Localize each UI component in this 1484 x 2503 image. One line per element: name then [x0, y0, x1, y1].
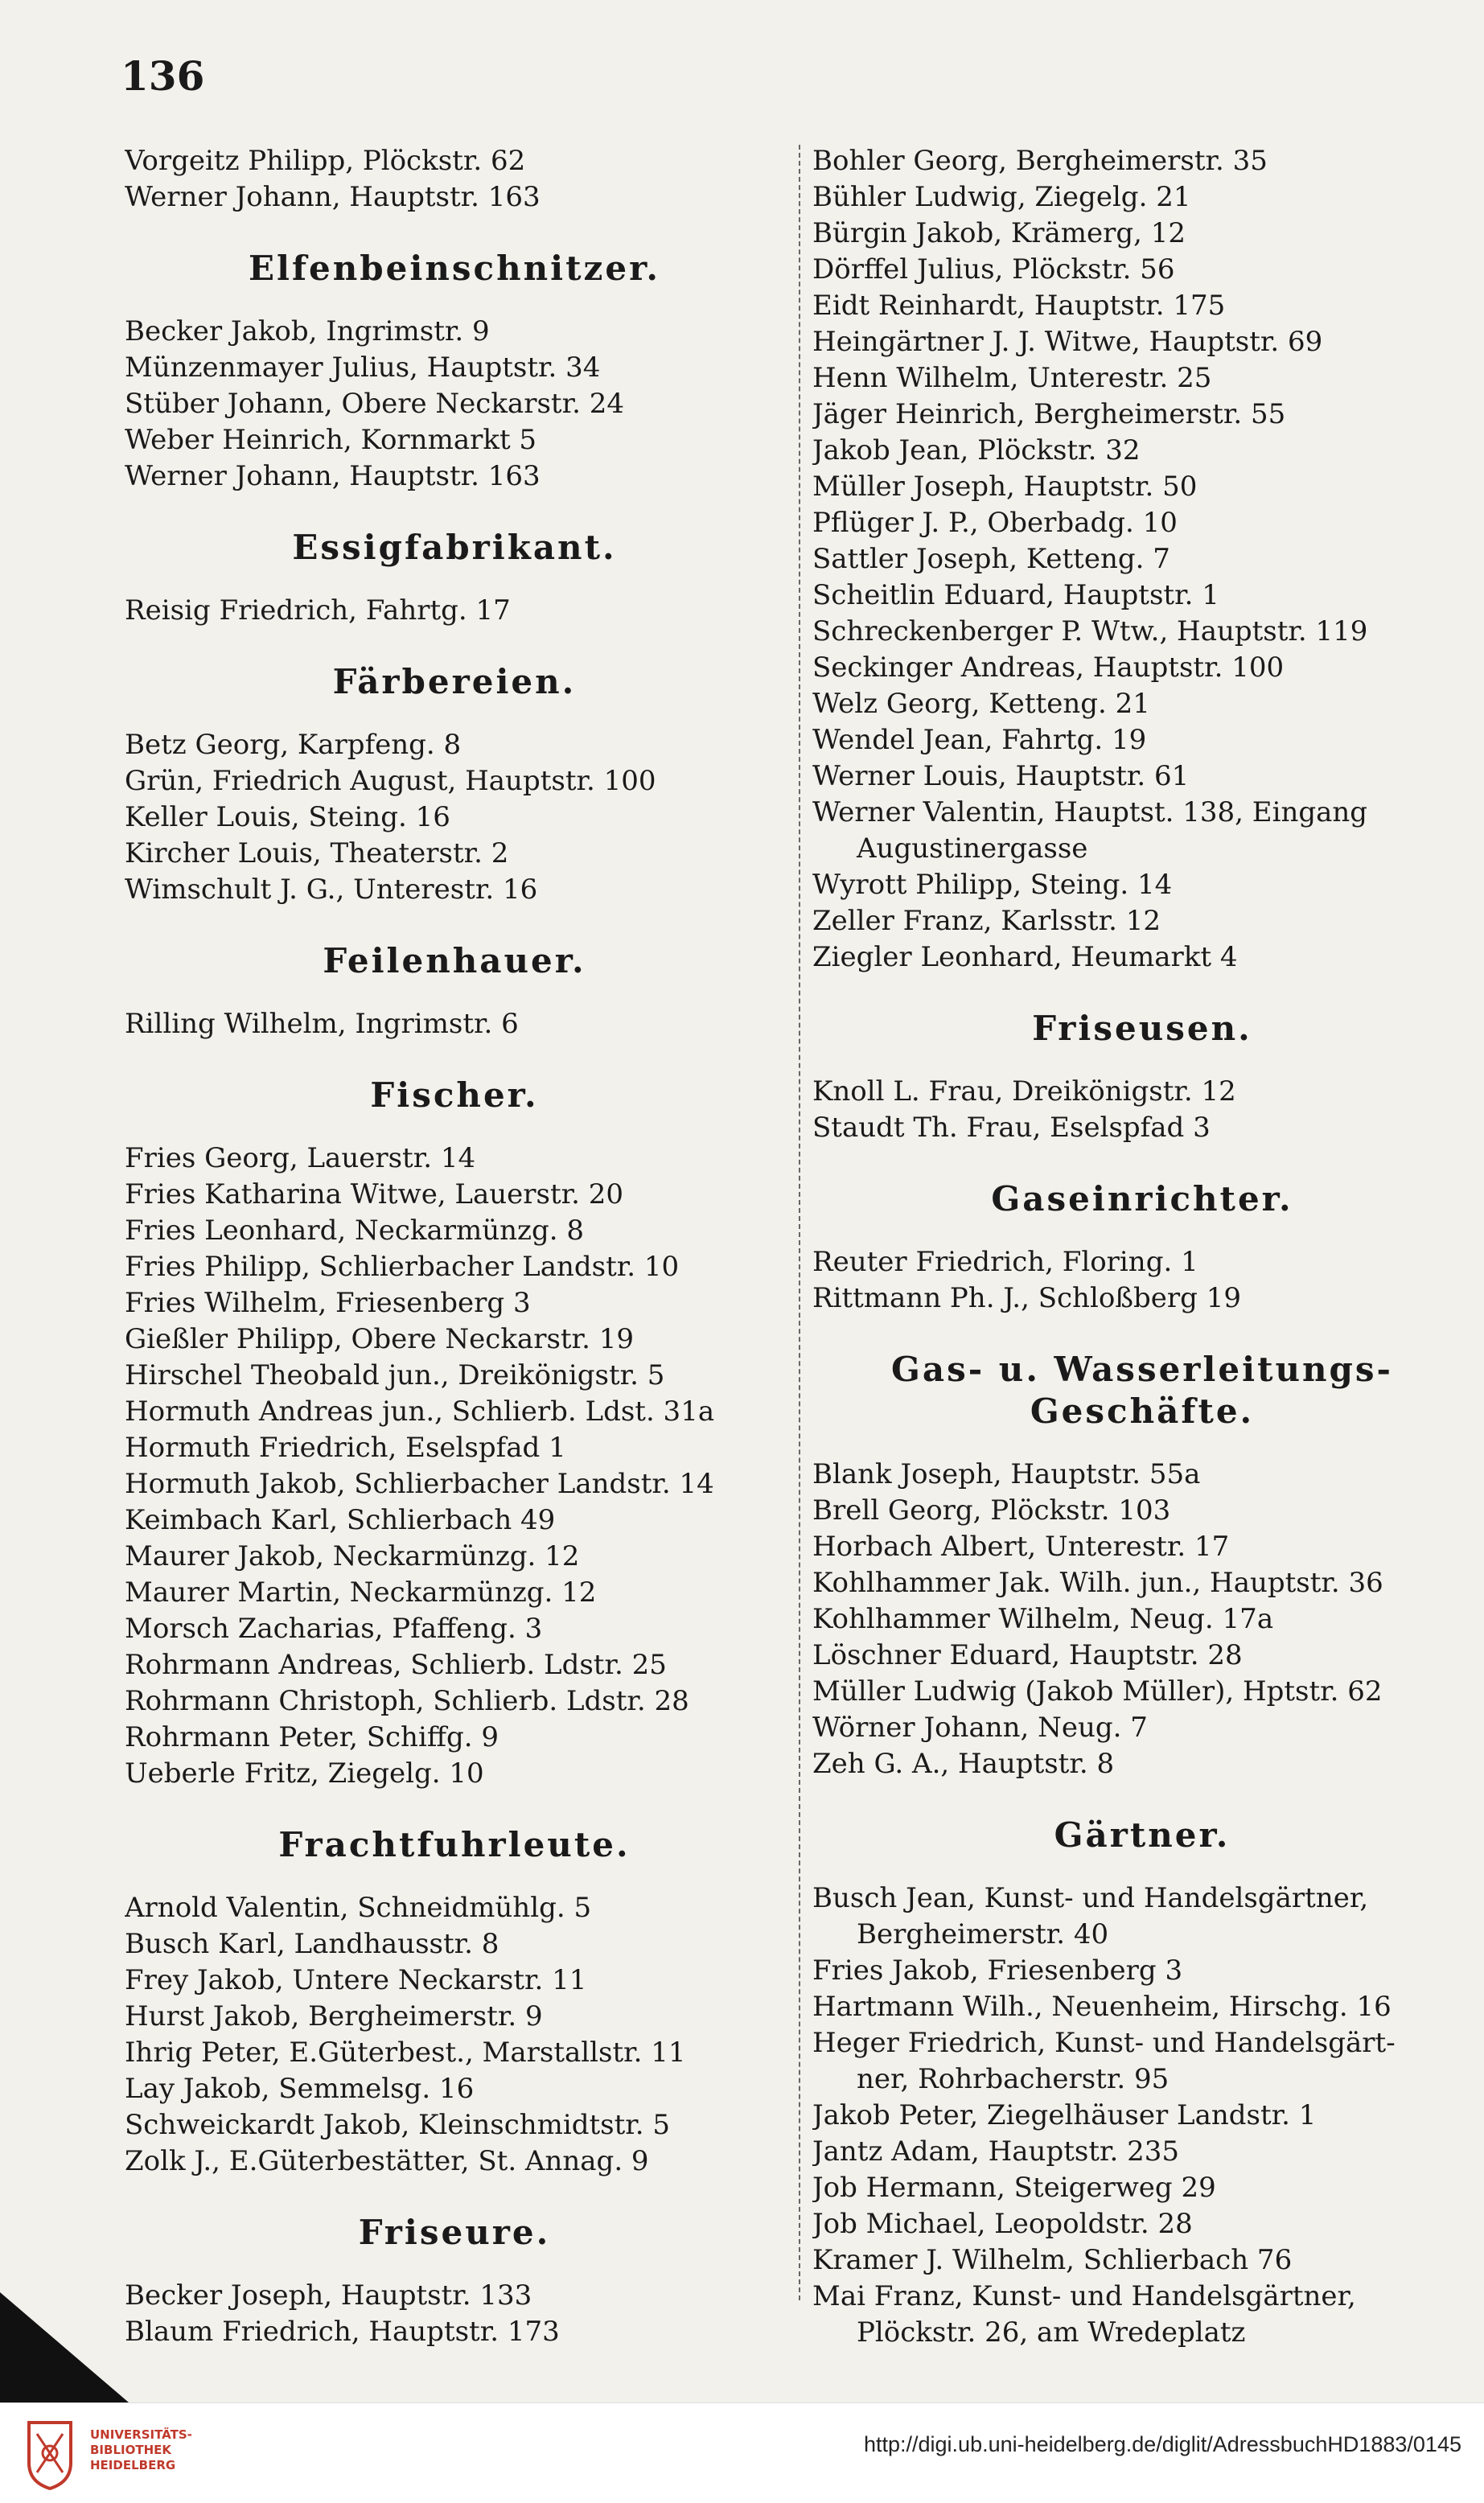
- directory-entry: Fries Georg, Lauerstr. 14: [125, 1142, 476, 1174]
- directory-entry: Job Michael, Leopoldstr. 28: [812, 2208, 1193, 2240]
- directory-entry: Maurer Martin, Neckarmünzg. 12: [125, 1576, 597, 1609]
- seal-icon: [18, 2415, 82, 2492]
- directory-entry: Fries Katharina Witwe, Lauerstr. 20: [125, 1178, 624, 1210]
- directory-entry: Keller Louis, Steing. 16: [125, 801, 450, 833]
- directory-entry: Hirschel Theobald jun., Dreikönigstr. 5: [125, 1359, 665, 1391]
- directory-entry: Jakob Jean, Plöckstr. 32: [812, 434, 1141, 466]
- directory-entry: Hormuth Andreas jun., Schlierb. Ldst. 31a: [125, 1395, 715, 1428]
- directory-entry: Fries Wilhelm, Friesenberg 3: [125, 1287, 531, 1319]
- directory-entry: Zolk J., E.Güterbestätter, St. Annag. 9: [125, 2145, 649, 2177]
- directory-entry: Job Hermann, Steigerweg 29: [812, 2172, 1216, 2204]
- directory-entry: Rohrmann Peter, Schiffg. 9: [125, 1721, 499, 1753]
- page-corner-shadow: [0, 2292, 129, 2402]
- directory-entry: Wimschult J. G., Unterestr. 16: [125, 873, 538, 906]
- directory-entry: Henn Wilhelm, Unterestr. 25: [812, 362, 1212, 394]
- directory-entry: Kramer J. Wilhelm, Schlierbach 76: [812, 2244, 1293, 2276]
- directory-entry: Becker Joseph, Hauptstr. 133: [125, 2279, 532, 2312]
- page-number: 136: [121, 52, 205, 100]
- section-heading: Gas- u. Wasserleitungs-Geschäfte.: [891, 1350, 1393, 1431]
- directory-entry: Kohlhammer Wilhelm, Neug. 17a: [812, 1603, 1274, 1635]
- directory-entry: Knoll L. Frau, Dreikönigstr. 12: [812, 1075, 1236, 1108]
- directory-entry: Werner Valentin, Hauptst. 138, Eingang: [812, 796, 1368, 828]
- directory-entry: Hormuth Jakob, Schlierbacher Landstr. 14: [125, 1468, 714, 1500]
- right-column: [812, 143, 1472, 2351]
- directory-entry: Ziegler Leonhard, Heumarkt 4: [812, 941, 1238, 973]
- directory-entry: Bürgin Jakob, Krämerg, 12: [812, 217, 1186, 249]
- directory-entry: Kohlhammer Jak. Wilh. jun., Hauptstr. 36: [812, 1567, 1383, 1599]
- section-heading: Frachtfuhrleute.: [278, 1825, 631, 1864]
- directory-entry: Bohler Georg, Bergheimerstr. 35: [812, 145, 1268, 177]
- footer-bar: [0, 2402, 1484, 2503]
- directory-entry: Brell Georg, Plöckstr. 103: [812, 1494, 1171, 1527]
- directory-entry: Hormuth Friedrich, Eselspfad 1: [125, 1432, 566, 1464]
- directory-entry: Vorgeitz Philipp, Plöckstr. 62: [125, 145, 526, 177]
- directory-entry: Jantz Adam, Hauptstr. 235: [812, 2135, 1180, 2168]
- directory-entry: Reisig Friedrich, Fahrtg. 17: [125, 594, 511, 627]
- directory-entry: Blank Joseph, Hauptstr. 55a: [812, 1458, 1201, 1490]
- directory-entry: Grün, Friedrich August, Hauptstr. 100: [125, 765, 656, 797]
- directory-entry: Schweickardt Jakob, Kleinschmidtstr. 5: [125, 2109, 671, 2141]
- directory-entry: Löschner Eduard, Hauptstr. 28: [812, 1639, 1243, 1671]
- directory-entry: Eidt Reinhardt, Hauptstr. 175: [812, 290, 1226, 322]
- section-heading: Gaseinrichter.: [991, 1179, 1293, 1219]
- section-heading: Friseure.: [358, 2213, 551, 2252]
- directory-entry: Werner Johann, Hauptstr. 163: [125, 181, 541, 213]
- directory-entry: Seckinger Andreas, Hauptstr. 100: [812, 651, 1285, 684]
- directory-entry: Heger Friedrich, Kunst- und Handelsgärt-: [812, 2027, 1396, 2059]
- section-heading: Fischer.: [370, 1075, 539, 1115]
- section-heading: Gärtner.: [1054, 1815, 1231, 1855]
- logo-line: HEIDELBERG: [90, 2458, 176, 2472]
- directory-entry: ner, Rohrbacherstr. 95: [857, 2063, 1170, 2095]
- directory-entry: Weber Heinrich, Kornmarkt 5: [125, 424, 537, 456]
- directory-entry: Mai Franz, Kunst- und Handelsgärtner,: [812, 2280, 1356, 2312]
- directory-entry: Werner Louis, Hauptstr. 61: [812, 760, 1190, 792]
- directory-entry: Wendel Jean, Fahrtg. 19: [812, 724, 1147, 756]
- directory-entry: Plöckstr. 26, am Wredeplatz: [857, 2316, 1246, 2349]
- directory-entry: Fries Philipp, Schlierbacher Landstr. 10: [125, 1251, 680, 1283]
- directory-entry: Münzenmayer Julius, Hauptstr. 34: [125, 351, 601, 384]
- directory-entry: Frey Jakob, Untere Neckarstr. 11: [125, 1964, 587, 1996]
- directory-entry: Rilling Wilhelm, Ingrimstr. 6: [125, 1008, 519, 1040]
- logo-line: UNIVERSITÄTS-: [90, 2427, 192, 2442]
- directory-entry: Ueberle Fritz, Ziegelg. 10: [125, 1757, 484, 1790]
- logo-line: BIBLIOTHEK: [90, 2443, 171, 2457]
- directory-entry: Rohrmann Christoph, Schlierb. Ldstr. 28: [125, 1685, 689, 1717]
- section-heading: Friseusen.: [1032, 1009, 1252, 1048]
- directory-entry: Betz Georg, Karpfeng. 8: [125, 729, 462, 761]
- directory-entry: Keimbach Karl, Schlierbach 49: [125, 1504, 556, 1536]
- left-column: [125, 143, 784, 2350]
- directory-entry: Becker Jakob, Ingrimstr. 9: [125, 315, 490, 347]
- directory-entry: Reuter Friedrich, Floring. 1: [812, 1246, 1198, 1278]
- directory-entry: Horbach Albert, Unterestr. 17: [812, 1531, 1230, 1563]
- source-url[interactable]: http://digi.ub.uni-heidelberg.de/diglit/AdressbuchHD1883/0145: [863, 2432, 1461, 2456]
- library-name: [90, 2427, 192, 2473]
- directory-entry: Werner Johann, Hauptstr. 163: [125, 460, 541, 492]
- directory-entry: Rohrmann Andreas, Schlierb. Ldstr. 25: [125, 1649, 667, 1681]
- directory-entry: Müller Ludwig (Jakob Müller), Hptstr. 62: [812, 1675, 1383, 1708]
- directory-entry: Schreckenberger P. Wtw., Hauptstr. 119: [812, 615, 1368, 647]
- directory-entry: Busch Jean, Kunst- und Handelsgärtner,: [812, 1882, 1369, 1914]
- directory-entry: Wörner Johann, Neug. 7: [812, 1712, 1148, 1744]
- directory-entry: Lay Jakob, Semmelsg. 16: [125, 2073, 475, 2105]
- directory-entry: Jäger Heinrich, Bergheimerstr. 55: [812, 398, 1286, 430]
- directory-entry: Sattler Joseph, Ketteng. 7: [812, 543, 1170, 575]
- directory-entry: Busch Karl, Landhausstr. 8: [125, 1928, 499, 1960]
- section-heading: Essigfabrikant.: [292, 528, 617, 567]
- directory-entry: Welz Georg, Ketteng. 21: [812, 688, 1150, 720]
- directory-entry: Zeh G. A., Hauptstr. 8: [812, 1748, 1115, 1780]
- directory-entry: Scheitlin Eduard, Hauptstr. 1: [812, 579, 1219, 611]
- directory-entry: Jakob Peter, Ziegelhäuser Landstr. 1: [812, 2099, 1317, 2131]
- directory-entry: Ihrig Peter, E.Güterbest., Marstallstr. 11: [125, 2037, 686, 2069]
- directory-entry: Heingärtner J. J. Witwe, Hauptstr. 69: [812, 326, 1323, 358]
- directory-entry: Zeller Franz, Karlsstr. 12: [812, 905, 1161, 937]
- directory-entry: Wyrott Philipp, Steing. 14: [812, 869, 1173, 901]
- directory-entry: Fries Jakob, Friesenberg 3: [812, 1954, 1183, 1987]
- directory-entry: Kircher Louis, Theaterstr. 2: [125, 837, 509, 869]
- directory-entry: Arnold Valentin, Schneidmühlg. 5: [125, 1892, 592, 1924]
- directory-entry: Staudt Th. Frau, Eselspfad 3: [812, 1112, 1211, 1144]
- directory-entry: Pflüger J. P., Oberbadg. 10: [812, 507, 1178, 539]
- directory-entry: Dörffel Julius, Plöckstr. 56: [812, 253, 1175, 286]
- directory-entry: Bühler Ludwig, Ziegelg. 21: [812, 181, 1191, 213]
- directory-entry: Rittmann Ph. J., Schloßberg 19: [812, 1282, 1241, 1314]
- library-logo: [18, 2415, 192, 2492]
- section-heading: Feilenhauer.: [323, 941, 586, 980]
- directory-entry: Morsch Zacharias, Pfaffeng. 3: [125, 1613, 543, 1645]
- directory-entry: Müller Joseph, Hauptstr. 50: [812, 471, 1198, 503]
- directory-entry: Blaum Friedrich, Hauptstr. 173: [125, 2316, 560, 2348]
- directory-entry: Augustinergasse: [857, 832, 1088, 865]
- column-divider: [799, 145, 800, 2300]
- directory-entry: Stüber Johann, Obere Neckarstr. 24: [125, 388, 624, 420]
- directory-entry: Gießler Philipp, Obere Neckarstr. 19: [125, 1323, 634, 1355]
- directory-entry: Bergheimerstr. 40: [857, 1918, 1109, 1950]
- directory-entry: Hartmann Wilh., Neuenheim, Hirschg. 16: [812, 1991, 1392, 2023]
- directory-entry: Hurst Jakob, Bergheimerstr. 9: [125, 2000, 543, 2032]
- section-heading: Färbereien.: [332, 662, 577, 701]
- directory-entry: Fries Leonhard, Neckarmünzg. 8: [125, 1215, 584, 1247]
- directory-entry: Maurer Jakob, Neckarmünzg. 12: [125, 1540, 580, 1572]
- section-heading: Elfenbeinschnitzer.: [249, 249, 660, 288]
